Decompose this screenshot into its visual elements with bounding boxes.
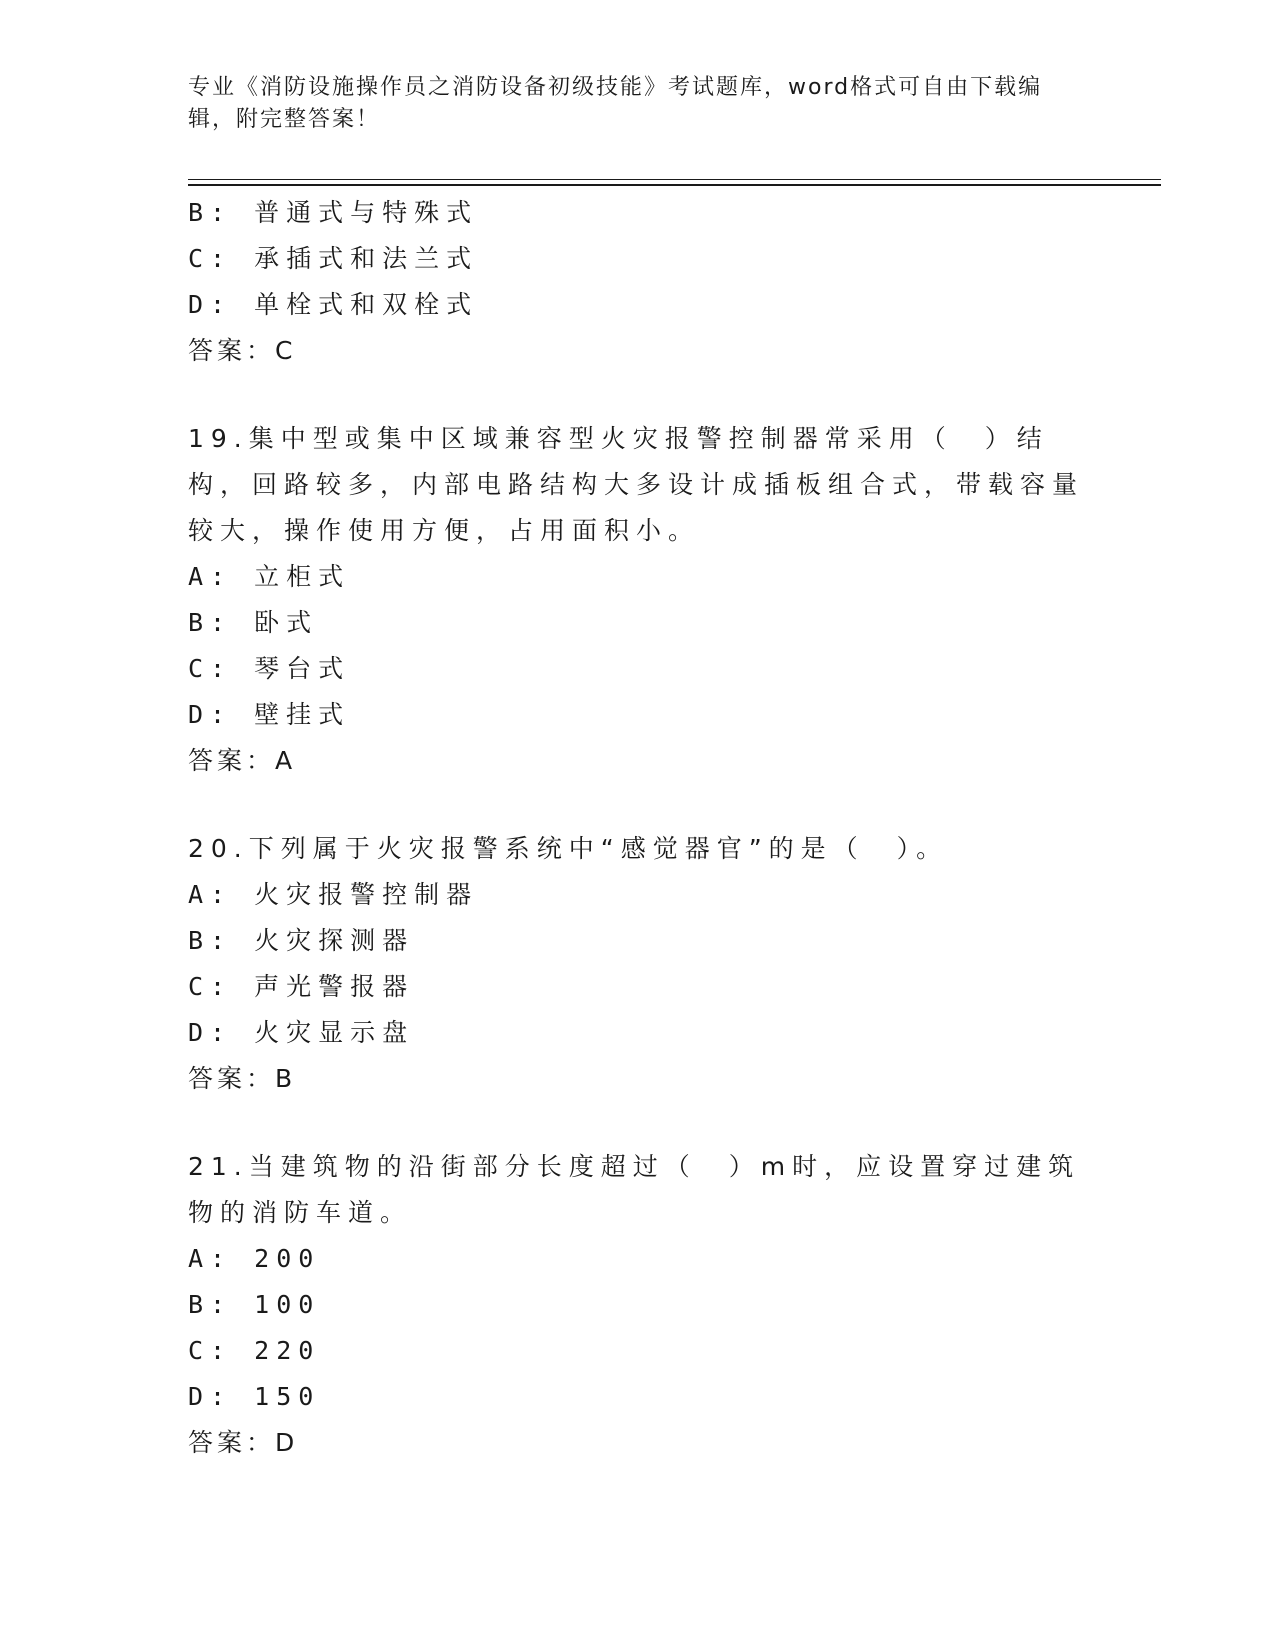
option-d: D: 火灾显示盘 — [188, 1018, 415, 1047]
header-divider-bottom — [188, 184, 1161, 186]
question-21 — [188, 1144, 1088, 1466]
option-b: B: 卧式 — [188, 608, 319, 637]
option-a: A: 火灾报警控制器 — [188, 880, 479, 909]
option-c: C: 220 — [188, 1336, 321, 1365]
option-b: B: 普通式与特殊式 — [188, 198, 479, 227]
answer-line: 答案：B — [188, 1064, 297, 1093]
answer-line: 答案：D — [188, 1428, 299, 1457]
option-c: C: 琴台式 — [188, 654, 351, 683]
prev-question-options — [188, 190, 1088, 374]
question-stem: 20.下列属于火灾报警系统中“感觉器官”的是（ ）。 — [188, 834, 949, 863]
option-a: A: 立柜式 — [188, 562, 351, 591]
question-stem: 21.当建筑物的沿街部分长度超过（ ）m时，应设置穿过建筑物的消防车道。 — [188, 1152, 1081, 1227]
question-20 — [188, 826, 1088, 1102]
answer-line: 答案：C — [188, 336, 297, 365]
option-c: C: 声光警报器 — [188, 972, 415, 1001]
option-c: C: 承插式和法兰式 — [188, 244, 479, 273]
option-d: D: 单栓式和双栓式 — [188, 290, 479, 319]
question-stem: 19.集中型或集中区域兼容型火灾报警控制器常采用（ ）结构，回路较多，内部电路结构大多设计成插板组合式，带载容量较大，操作使用方便，占用面积小。 — [188, 424, 1085, 545]
option-b: B: 火灾探测器 — [188, 926, 415, 955]
question-19 — [188, 416, 1088, 784]
question-content — [188, 190, 1088, 1466]
answer-line: 答案：A — [188, 746, 297, 775]
option-d: D: 150 — [188, 1382, 321, 1411]
option-b: B: 100 — [188, 1290, 321, 1319]
document-header: 专业《消防设施操作员之消防设备初级技能》考试题库，word格式可自由下载编辑，附完整答案！ — [188, 75, 1043, 132]
option-d: D: 壁挂式 — [188, 700, 351, 729]
header-divider-top — [188, 179, 1161, 180]
option-a: A: 200 — [188, 1244, 321, 1273]
